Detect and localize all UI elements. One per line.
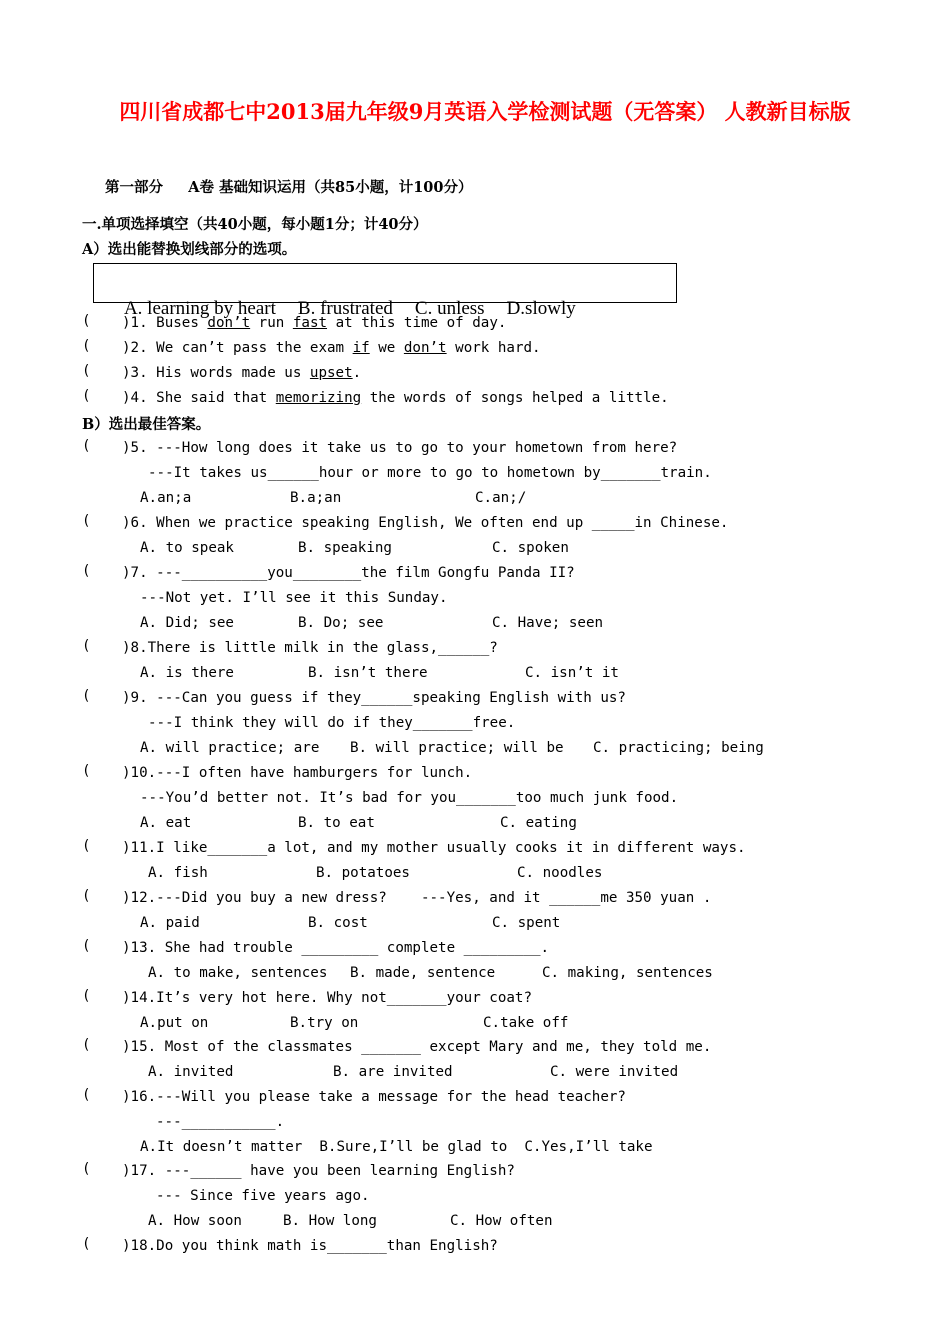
question-10: )10.---I often have hamburgers for lunch. [122,765,473,781]
question-4 [122,388,669,408]
q15-option-b: B. are invited [333,1064,453,1080]
question-17-reply: --- Since five years ago. [156,1188,370,1204]
section-heading: 第一部分 A卷 基础知识运用（共85小题，计100分） [105,179,473,196]
q17-option-c: C. How often [450,1213,553,1229]
box-option-a: A. learning by heart [123,298,276,319]
answer-paren: ( [82,688,91,704]
q13-option-c: C. making, sentences [542,965,713,981]
q5-option-b: B.a;an [290,490,342,506]
q10-option-c: C. eating [500,815,577,831]
answer-paren: ( [82,563,91,579]
q2-underline-2: don’t [403,340,447,356]
question-13: )13. She had trouble _________ complete _________. [122,940,550,956]
answer-paren: ( [82,888,91,904]
q11-option-c: C. noodles [517,865,603,881]
question-2 [122,338,541,358]
answer-paren: ( [82,1161,91,1177]
q11-option-b: B. potatoes [316,865,410,881]
q7-option-a: A. Did; see [140,615,234,631]
question-7: )7. ---__________you________the film Gongfu Panda II? [122,565,575,581]
q9-option-c: C. practicing; being [593,740,764,756]
q9-option-b: B. will practice; will be [350,740,564,756]
q8-option-c: C. isn’t it [525,665,619,681]
q5-option-a: A.an;a [140,490,192,506]
q4-underline-1: memorizing [275,390,362,406]
question-6: )6. When we practice speaking English, We often end up _____in Chinese. [122,515,729,531]
q16-options: A.It doesn’t matter B.Sure,I’ll be glad to C.Yes,I’ll take [140,1139,653,1155]
q12-option-c: C. spent [492,915,561,931]
question-14: )14.It’s very hot here. Why not_______your coat? [122,990,532,1006]
q1-underline-1: don’t [207,315,251,331]
q1-underline-2: fast [292,315,328,331]
option-box [93,263,677,319]
box-option-d: D.slowly [506,298,576,319]
q2-mid: we [369,340,404,356]
answer-paren: ( [82,388,91,404]
answer-paren: ( [82,338,91,354]
q17-option-b: B. How long [283,1213,377,1229]
q7-option-c: C. Have; seen [492,615,604,631]
q7-option-b: B. Do; see [298,615,384,631]
answer-paren: ( [82,638,91,654]
question-11: )11.I like_______a lot, and my mother usually cooks it in different ways. [122,840,746,856]
q1-text: )1. Buses [122,315,208,331]
question-12: )12.---Did you buy a new dress? ---Yes, and it ______me 350 yuan . [122,890,712,906]
answer-paren: ( [82,763,91,779]
q10-option-a: A. eat [140,815,192,831]
answer-paren: ( [82,438,91,454]
question-3 [122,363,361,383]
partB-heading: B）选出最佳答案。 [82,416,211,433]
answer-paren: ( [82,363,91,379]
q4-end: the words of songs helped a little. [361,390,669,406]
q8-option-a: A. is there [140,665,234,681]
q11-option-a: A. fish [148,865,208,881]
q14-option-c: C.take off [483,1015,569,1031]
answer-paren: ( [82,313,91,329]
answer-paren: ( [82,938,91,954]
question-15: )15. Most of the classmates _______ except Mary and me, they told me. [122,1039,712,1055]
question-1 [122,313,506,333]
q15-option-a: A. invited [148,1064,234,1080]
q3-end: . [352,365,362,381]
q2-end: work hard. [446,340,541,356]
question-16-reply: ---___________. [156,1114,285,1130]
q5-option-c: C.an;/ [475,490,527,506]
box-option-b: B. frustrated [297,298,393,319]
q8-option-b: B. isn’t there [308,665,428,681]
q15-option-c: C. were invited [550,1064,679,1080]
partA-heading: A）选出能替换划线部分的选项。 [82,241,297,258]
answer-paren: ( [82,1037,91,1053]
question-10-reply: ---You’d better not. It’s bad for you_______too much junk food. [140,790,679,806]
question-5: )5. ---How long does it take us to go to your hometown from here? [122,440,678,456]
q13-option-b: B. made, sentence [350,965,496,981]
question-18: )18.Do you think math is_______than English? [122,1238,498,1254]
q6-option-c: C. spoken [492,540,569,556]
q9-option-a: A. will practice; are [140,740,320,756]
box-option-c: C. unless [414,298,485,319]
answer-paren: ( [82,988,91,1004]
question-7-reply: ---Not yet. I’ll see it this Sunday. [140,590,448,606]
answer-paren: ( [82,1087,91,1103]
q6-option-b: B. speaking [298,540,392,556]
answer-paren: ( [82,513,91,529]
q1-mid: run [250,315,293,331]
q10-option-b: B. to eat [298,815,375,831]
q3-text: )3. His words made us [122,365,310,381]
q14-option-b: B.try on [290,1015,359,1031]
answer-paren: ( [82,1236,91,1252]
q13-option-a: A. to make, sentences [148,965,328,981]
q12-option-a: A. paid [140,915,200,931]
question-8: )8.There is little milk in the glass,______? [122,640,498,656]
q14-option-a: A.put on [140,1015,209,1031]
document-title: 四川省成都七中2013届九年级9月英语入学检测试题（无答案） 人教新目标版 [119,99,851,124]
question-9: )9. ---Can you guess if they______speaking English with us? [122,690,626,706]
answer-paren: ( [82,838,91,854]
q2-text: )2. We can’t pass the exam [122,340,353,356]
question-17: )17. ---______ have you been learning English? [122,1163,515,1179]
q3-underline-1: upset [309,365,353,381]
q4-text: )4. She said that [122,390,276,406]
question-9-reply: ---I think they will do if they_______free. [148,715,516,731]
q12-option-b: B. cost [308,915,368,931]
q1-end: at this time of day. [327,315,507,331]
q17-option-a: A. How soon [148,1213,242,1229]
question-5-reply: ---It takes us______hour or more to go to hometown by_______train. [148,465,712,481]
question-16: )16.---Will you please take a message for the head teacher? [122,1089,626,1105]
q6-option-a: A. to speak [140,540,234,556]
part1-heading: 一.单项选择填空（共40小题，每小题1分；计40分） [82,216,428,233]
q2-underline-1: if [352,340,370,356]
